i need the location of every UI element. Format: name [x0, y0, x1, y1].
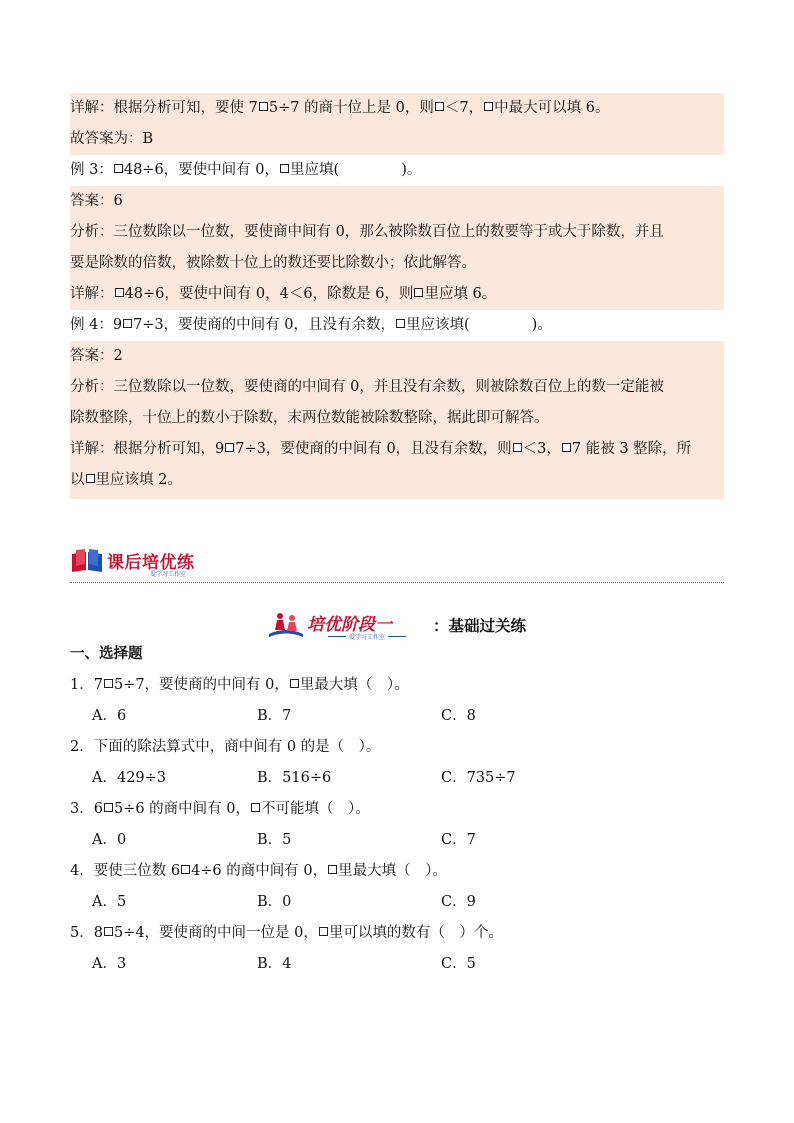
text: 要是除数的倍数，被除数十位上的数还要比除数小；依此解答。: [70, 255, 476, 271]
text: 详解：: [70, 286, 114, 302]
text: 5．8: [70, 925, 103, 941]
text: 详解：根据分析可知，要使 7: [70, 100, 258, 116]
option-b[interactable]: B．0: [257, 894, 292, 910]
text: 里应填 6。: [424, 286, 497, 302]
text: 中最大可以填 6。: [494, 100, 610, 116]
students-emblem-icon: [267, 610, 305, 640]
text: 5÷4，要使商的中间一位是 0，: [113, 925, 318, 941]
text: ＜3，: [522, 441, 561, 457]
text: 不可能填（ ）。: [261, 801, 370, 817]
analysis-line-3: [70, 372, 724, 403]
question-3: [70, 794, 370, 824]
divider: [70, 582, 724, 583]
analysis-line-1: [70, 217, 724, 248]
option-c[interactable]: C．735÷7: [441, 770, 516, 786]
blank-box: [290, 679, 299, 688]
blank-box: [114, 164, 123, 173]
blank-box: [562, 443, 571, 452]
option-b[interactable]: B．5: [257, 832, 292, 848]
stage-main-title: [433, 614, 526, 636]
question-5: [70, 918, 503, 948]
part-title: 一、选择题: [70, 646, 143, 662]
text: 例 3：: [70, 162, 113, 178]
text: 里应该填 2。: [95, 472, 182, 488]
example-4: [70, 310, 724, 341]
stage-title: 培优阶段一: [307, 615, 392, 635]
option-c[interactable]: C．7: [441, 832, 476, 848]
option-a[interactable]: A．0: [92, 832, 127, 848]
detail-line-1: [70, 93, 724, 124]
detail-line-3: [70, 434, 724, 465]
blank-box: [181, 865, 190, 874]
blank-box: [104, 927, 113, 936]
text: 里应填(: [290, 162, 340, 178]
blank-box: [123, 319, 132, 328]
text: 4÷6 的商中间有 0，: [191, 863, 328, 879]
option-c[interactable]: C．8: [441, 708, 476, 724]
text: 4．要使三位数 6: [70, 863, 181, 879]
option-a[interactable]: A．3: [92, 956, 127, 972]
blank-box: [115, 288, 124, 297]
option-a[interactable]: A．5: [92, 894, 127, 910]
text: )。: [531, 317, 552, 333]
text: 5÷7 的商十位上是 0，则: [268, 100, 434, 116]
option-b[interactable]: B．7: [257, 708, 292, 724]
question-1: [70, 670, 409, 700]
blank-box: [259, 102, 268, 111]
option-a[interactable]: A．6: [92, 708, 127, 724]
text: 3．6: [70, 801, 103, 817]
text: 5÷6 的商中间有 0，: [113, 801, 250, 817]
text: 里最大填（ ）。: [299, 677, 409, 693]
text: 2．下面的除法算式中，商中间有 0 的是（ ）。: [70, 739, 381, 755]
text: 答案：2: [70, 348, 123, 364]
text: 除数整除，十位上的数小于除数，末两位数能被除数整除，据此即可解答。: [70, 410, 549, 426]
text: 7 能被 3 整除，所: [571, 441, 692, 457]
answer-line-3: [70, 341, 724, 372]
option-b[interactable]: B．4: [257, 956, 292, 972]
book-logo-icon: [70, 548, 104, 574]
text: 分析：三位数除以一位数，要使商中间有 0，那么被除数百位上的数要等于或大于除数，并且: [70, 224, 664, 240]
text: ＜7，: [444, 100, 484, 116]
stage-main-text: 基础过关练: [448, 617, 527, 635]
question-2: [70, 732, 380, 762]
section-subtitle: 爱学习工作室: [150, 571, 187, 578]
detail-line-2: [70, 279, 724, 310]
analysis-line-2: [70, 248, 724, 279]
detail-line-4: [70, 465, 724, 499]
option-c[interactable]: C．9: [441, 894, 476, 910]
blank-box: [435, 102, 444, 111]
blank-box: [104, 803, 113, 812]
blank-box: [319, 927, 328, 936]
option-c[interactable]: C．5: [441, 956, 476, 972]
blank-box: [104, 679, 113, 688]
blank-box: [414, 288, 423, 297]
text: )。: [401, 162, 422, 178]
option-b[interactable]: B．516÷6: [257, 770, 332, 786]
text: 分析：三位数除以一位数，要使商的中间有 0，并且没有余数，则被除数百位上的数一定能被: [70, 379, 664, 395]
blank-box: [513, 443, 522, 452]
section-title: 课后培优练: [107, 553, 195, 573]
text: 5÷7，要使商的中间有 0，: [113, 677, 289, 693]
question-4: [70, 856, 447, 886]
text: 答案：6: [70, 193, 123, 209]
stage-header: [267, 608, 567, 642]
blank-box: [251, 803, 260, 812]
text: 故答案为：B: [70, 131, 154, 147]
example-3: [70, 155, 724, 186]
text: 里应该填(: [406, 317, 470, 333]
text: 里可以填的数有（ ）个。: [328, 925, 503, 941]
section-header: [70, 546, 724, 576]
blank-box: [225, 443, 234, 452]
text: 例 4：9: [70, 317, 123, 333]
blank-box: [280, 164, 289, 173]
text: 里最大填（ ）。: [338, 863, 447, 879]
blank-box: [396, 319, 405, 328]
text: 7÷3，要使商的中间有 0，且没有余数，: [133, 317, 395, 333]
blank-box: [328, 865, 337, 874]
colon: ：: [433, 617, 449, 635]
option-a[interactable]: A．429÷3: [92, 770, 167, 786]
answer-line-2: [70, 186, 724, 217]
blank-box: [484, 102, 493, 111]
answer-line-1: [70, 124, 724, 155]
text: 48÷6，要使中间有 0，4＜6，除数是 6，则: [124, 286, 414, 302]
text: 7÷3，要使商的中间有 0，且没有余数，则: [235, 441, 512, 457]
text: 详解：根据分析可知，9: [70, 441, 225, 457]
blank-box: [86, 474, 95, 483]
text: 1．7: [70, 677, 103, 693]
analysis-line-4: [70, 403, 724, 434]
text: 以: [70, 472, 85, 488]
text: 48÷6，要使中间有 0，: [123, 162, 280, 178]
stage-subtitle: 爱学习工作室: [325, 632, 409, 641]
